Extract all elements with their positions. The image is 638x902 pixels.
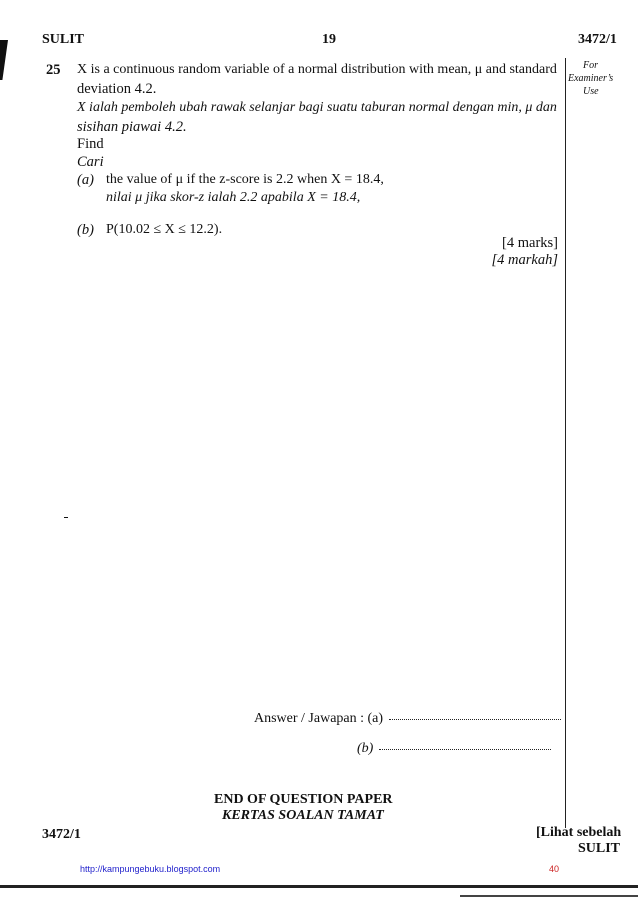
marks-ms: [4 markah] (491, 252, 558, 268)
answer-label-a: Answer / Jawapan : (a) (254, 711, 384, 726)
examiner-label-for: For (583, 60, 598, 71)
header-page-number: 19 (322, 32, 336, 47)
footer-url-link[interactable]: http://kampungebuku.blogspot.com (80, 864, 221, 874)
end-of-paper-ms: KERTAS SOALAN TAMAT (222, 808, 384, 823)
question-en-line1: X is a continuous random variable of a normal distribution with mean, μ and standard (77, 62, 557, 77)
header-sulit: SULIT (42, 32, 85, 47)
part-a-ms: nilai μ jika skor-z ialah 2.2 apabila X = 18.4, (106, 190, 361, 205)
examiner-label-use: Use (583, 86, 599, 97)
binding-mark (0, 40, 8, 80)
question-en-line2: deviation 4.2. (77, 81, 157, 97)
binding-dash (64, 517, 68, 518)
header-code: 3472/1 (578, 32, 617, 47)
bottom-rule (0, 885, 638, 888)
end-of-paper-en: END OF QUESTION PAPER (214, 792, 393, 807)
footer-page-number: 40 (549, 864, 560, 874)
footer-lihat-sebelah: [Lihat sebelah (536, 825, 622, 840)
bottom-rule-secondary (460, 895, 638, 897)
question-ms-line1: X ialah pemboleh ubah rawak selanjar bagi suatu taburan normal dengan min, μ dan (77, 100, 557, 115)
find-ms: Cari (77, 154, 104, 170)
answer-field-b[interactable] (379, 749, 551, 750)
marks-en: [4 marks] (502, 235, 558, 251)
answer-label-b: (b) (357, 741, 374, 756)
part-a-en: the value of μ if the z-score is 2.2 when X = 18.4, (106, 172, 384, 187)
footer-sulit: SULIT (578, 841, 621, 856)
answer-line-b (357, 741, 551, 757)
question-ms-line2: sisihan piawai 4.2. (77, 119, 187, 135)
part-b-en: P(10.02 ≤ X ≤ 12.2). (106, 222, 223, 237)
answer-field-a[interactable] (389, 719, 561, 720)
question-number: 25 (46, 62, 61, 78)
find-en: Find (77, 136, 104, 152)
examiner-label-examiners: Examiner’s (568, 73, 614, 84)
part-b-label: (b) (77, 222, 94, 238)
footer-code: 3472/1 (42, 827, 81, 842)
part-a-label: (a) (77, 172, 94, 188)
answer-line-a (254, 711, 561, 727)
examiner-column-rule (565, 58, 566, 828)
